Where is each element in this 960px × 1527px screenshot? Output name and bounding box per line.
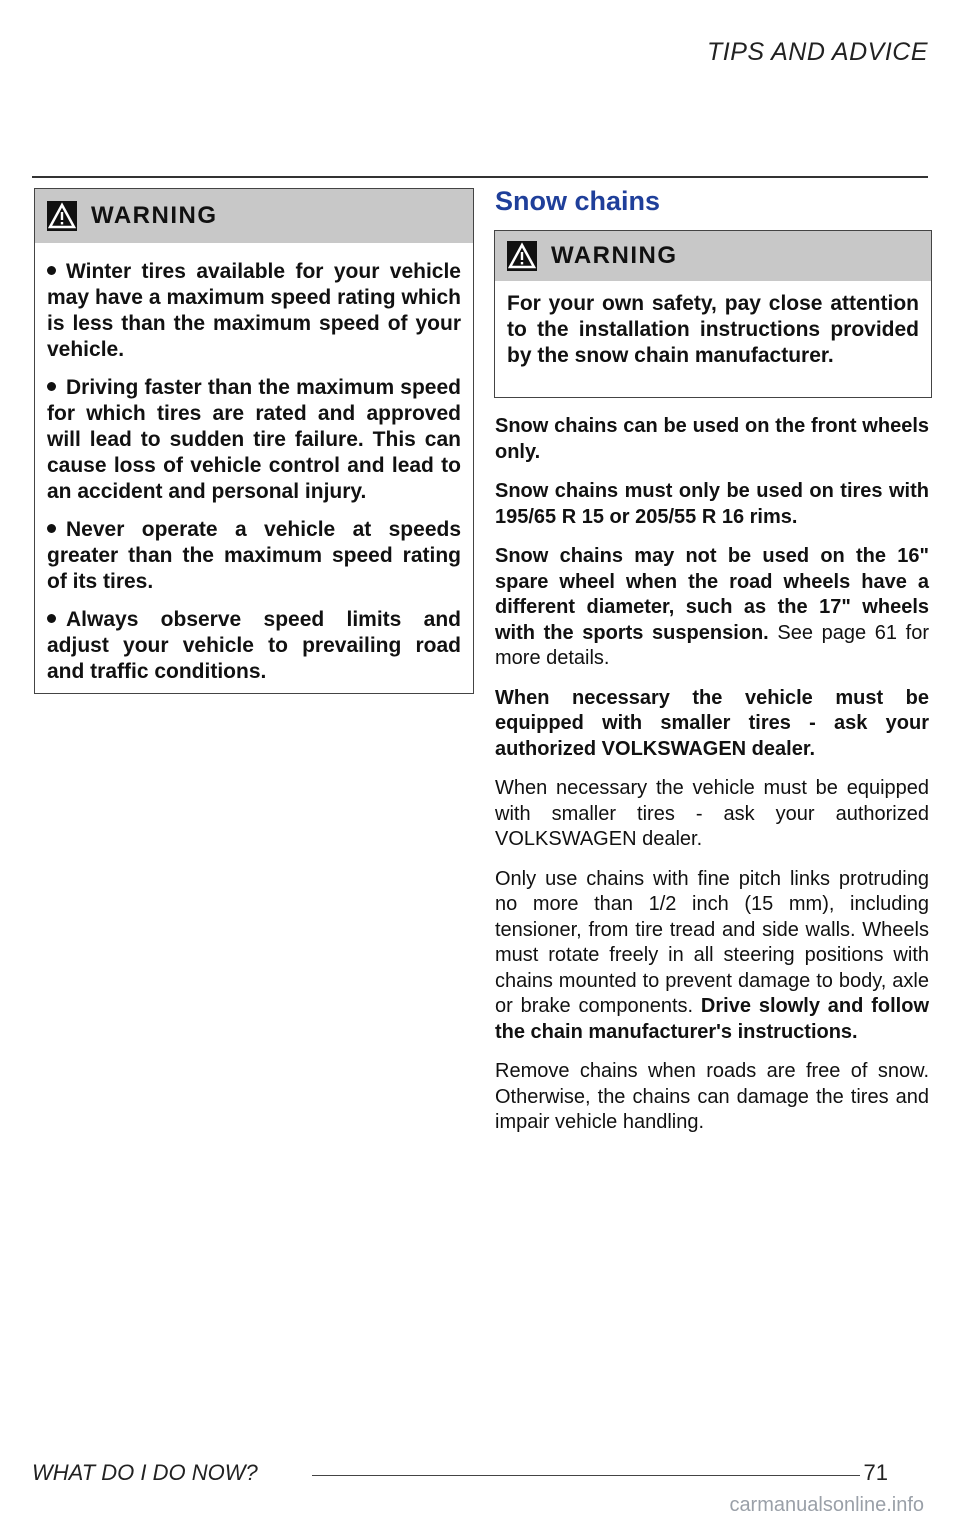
warning-header (35, 189, 473, 243)
warning-item: Always observe speed limits and adjust your vehicle to prevailing road and traffic conditions. (47, 608, 461, 683)
warning-body (35, 243, 473, 695)
warning-text: For your own safety, pay close attention to the installation instructions provided by the snow chain manufacturer. (507, 292, 919, 367)
footer-divider (312, 1475, 860, 1476)
footer-section-title: WHAT DO I DO NOW? (32, 1460, 258, 1485)
warning-label: WARNING (551, 242, 678, 269)
warning-header (495, 231, 931, 281)
paragraph: Snow chains can be used on the front wheels only. (495, 415, 929, 463)
warning-item: Driving faster than the maximum speed for which tires are rated and approved will lead to sudden tire failure. This can cause loss of vehicle control and lead to an accident and personal injury. (47, 376, 461, 503)
warning-triangle-icon (507, 241, 537, 271)
section-title: Snow chains (495, 186, 661, 216)
tire-warning-box (34, 188, 474, 694)
bullet-icon (47, 266, 56, 275)
paragraph: Snow chains must only be used on tires with 195/65 R 15 or 205/55 R 16 rims. (495, 480, 929, 528)
bullet-icon (47, 614, 56, 623)
warning-label: WARNING (91, 202, 218, 229)
warning-body (495, 291, 931, 379)
warning-item: Never operate a vehicle at speeds greater than the maximum speed rating of its tires. (47, 518, 461, 593)
warning-item: Winter tires available for your vehicle may have a maximum speed rating which is less than the maximum speed of your vehicle. (47, 260, 461, 361)
bullet-icon (47, 524, 56, 533)
snow-chain-warning-box (494, 230, 932, 398)
watermark: carmanualsonline.info (729, 1494, 924, 1516)
snow-chains-text (495, 414, 929, 1150)
running-header: TIPS AND ADVICE (707, 38, 928, 66)
paragraph: When necessary the vehicle must be equipped with smaller tires - ask your authorized VOLKSWAGEN dealer. (495, 777, 929, 850)
paragraph: When necessary the vehicle must be equipped with smaller tires - ask your authorized VOLKSWAGEN dealer. (495, 686, 929, 760)
paragraph: Remove chains when roads are free of snow. Otherwise, the chains can damage the tires and impair vehicle handling. (495, 1060, 929, 1133)
paragraph: Snow chains may not be used on the 16" spare wheel when the road wheels have a different diameter, such as the 17" wheels with the sports suspension. See page 61 for more details. (495, 545, 929, 669)
warning-triangle-icon (47, 201, 77, 231)
header-divider (32, 176, 928, 178)
bullet-icon (47, 382, 56, 391)
paragraph: Only use chains with fine pitch links protruding no more than 1/2 inch (15 mm), including tensioner, from tire tread and side walls. Wheels must rotate freely in all steering positions with chains mounted to prevent damage to body, axle or brake components. Drive slowly and follow the chain manufacturer's instructions. (495, 867, 929, 1043)
page-number: 71 (863, 1460, 888, 1485)
